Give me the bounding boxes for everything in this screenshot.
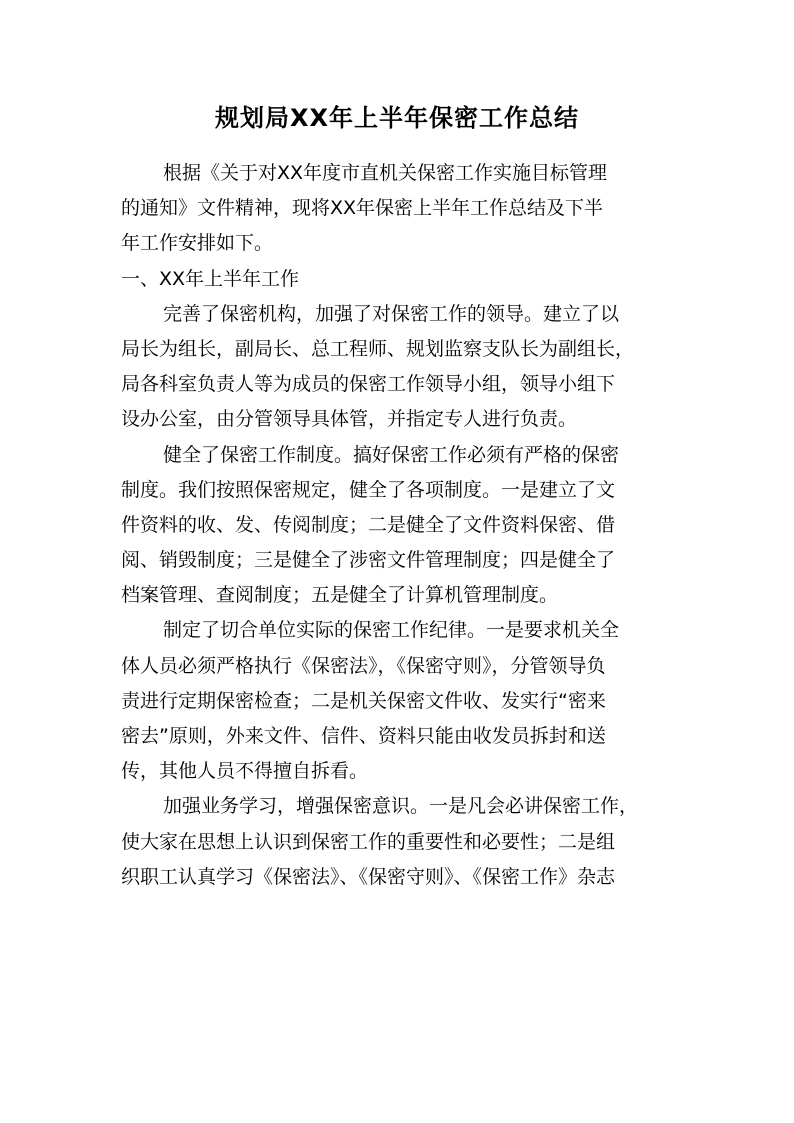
document-title: 规划局XX年上半年保密工作总结 — [214, 104, 579, 132]
body-line: 密去”原则，外来文件、信件、资料只能由收发员拆封和送 — [121, 725, 606, 747]
body-line: 责进行定期保密检查；二是机关保密文件收、发实行“密来 — [121, 689, 606, 712]
body-line: 织职工认真学习《保密法》、《保密守则》、《保密工作》杂志 — [121, 865, 616, 888]
body-line: 设办公室，由分管领导具体管，并指定专人进行负责。 — [121, 408, 578, 431]
body-line: 加强业务学习，增强保密意识。一是凡会必讲保密工作， — [163, 795, 639, 818]
body-line: 传，其他人员不得擅自拆看。 — [121, 760, 369, 783]
body-line: 年工作安排如下。 — [121, 232, 274, 255]
body-line: 局长为组长，副局长、总工程师、规划监察支队长为副组长， — [121, 337, 635, 360]
body-line: 局各科室负责人等为成员的保密工作领导小组，领导小组下 — [121, 373, 616, 396]
body-line: 件资料的收、发、传阅制度；二是健全了文件资料保密、借 — [121, 513, 616, 536]
body-line: 根据《关于对XX年度市直机关保密工作实施目标管理 — [163, 162, 608, 184]
body-line: 阅、销毁制度；三是健全了涉密文件管理制度；四是健全了 — [121, 549, 616, 572]
body-line: 健全了保密工作制度。搞好保密工作必须有严格的保密 — [163, 443, 620, 466]
body-line: 一、XX年上半年工作 — [121, 267, 300, 290]
body-line: 制度。我们按照保密规定，健全了各项制度。一是建立了文 — [121, 478, 616, 501]
body-line: 档案管理、查阅制度；五是健全了计算机管理制度。 — [121, 584, 559, 607]
body-line: 使大家在思想上认识到保密工作的重要性和必要性；二是组 — [121, 830, 616, 853]
body-line: 制定了切合单位实际的保密工作纪律。一是要求机关全 — [163, 619, 620, 642]
body-line: 的通知》文件精神，现将XX年保密上半年工作总结及下半 — [121, 197, 604, 220]
body-line: 体人员必须严格执行《保密法》，《保密守则》，分管领导负 — [121, 654, 606, 677]
body-line: 完善了保密机构，加强了对保密工作的领导。建立了以 — [163, 302, 620, 325]
document-body — [121, 156, 681, 895]
